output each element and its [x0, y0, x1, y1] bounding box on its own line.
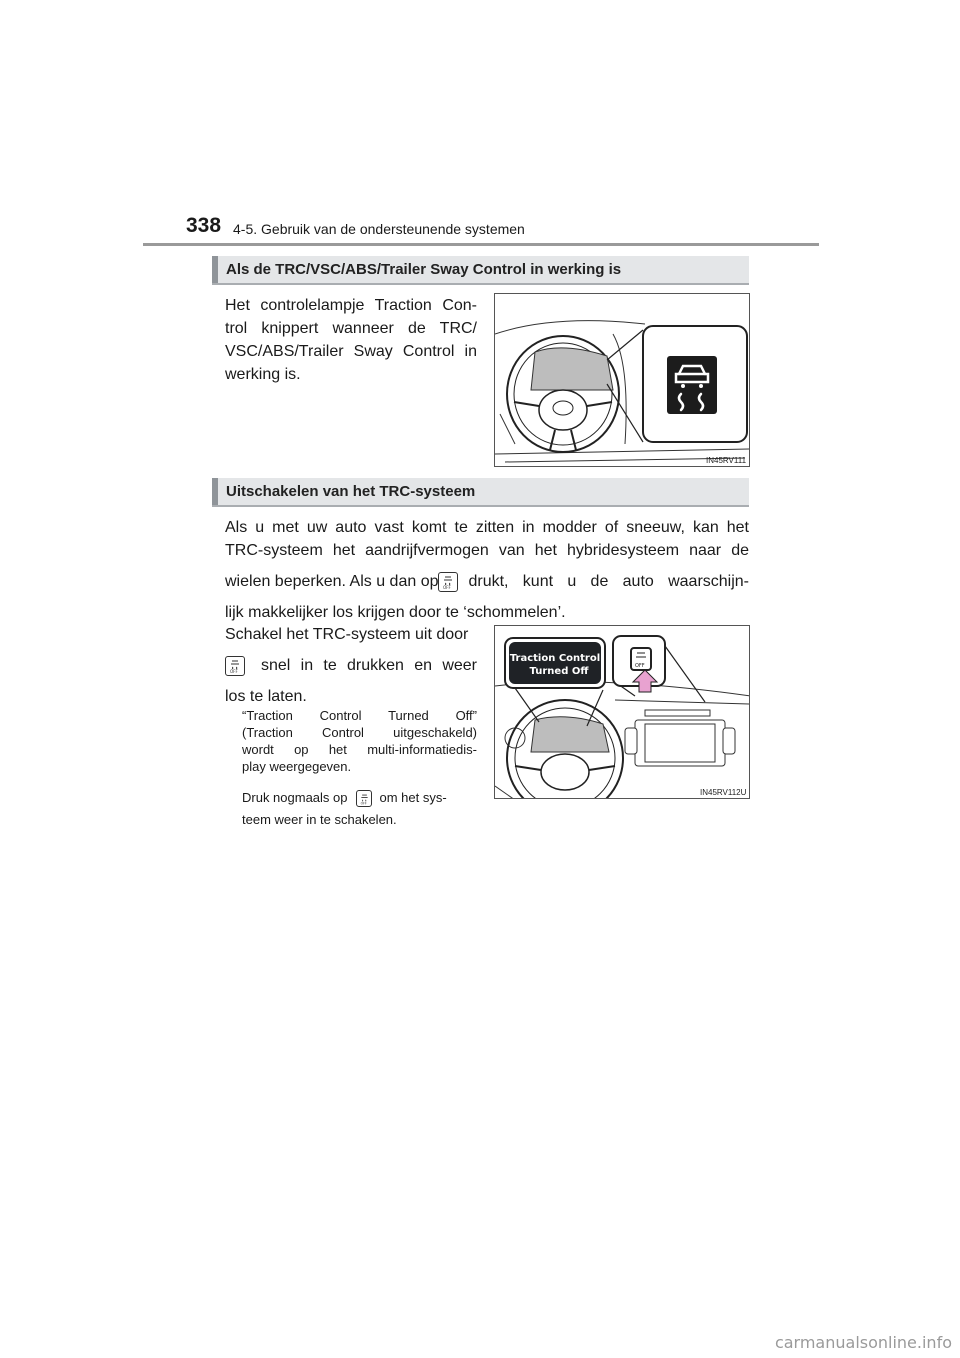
- svg-text:OFF: OFF: [230, 668, 238, 673]
- section1-line: trol knippert wanneer de TRC/: [225, 320, 477, 337]
- section2-line: [225, 570, 749, 593]
- section-heading-bar: [212, 478, 218, 505]
- note-line: “Traction Control Turned Off”: [242, 708, 477, 723]
- note-line: wordt op het multi-informatiedis-: [242, 742, 477, 757]
- svg-text:OFF: OFF: [635, 663, 645, 669]
- note-reenable: [242, 787, 477, 831]
- note-line: teem weer in te schakelen.: [242, 812, 397, 827]
- section-heading-title: Als de TRC/VSC/ABS/Trailer Sway Control in werking is: [226, 261, 622, 278]
- section2-line: Als u met uw auto vast komt te zitten in modder of sneeuw, kan het: [225, 519, 749, 536]
- display-message-line2: Turned Off: [529, 666, 589, 677]
- section2-paragraph-2: [225, 623, 477, 708]
- section-heading-trc-active: [212, 256, 749, 285]
- dashboard-switch-illustration: [495, 626, 750, 799]
- figure-code: IN45RV111: [706, 456, 747, 465]
- section-heading-bar: [212, 256, 218, 283]
- section2-text: drukt, kunt u de auto waarschijn-: [468, 573, 749, 590]
- figure-indicator-light: [494, 293, 750, 467]
- section1-line: VSC/ABS/Trailer Sway Control in: [225, 343, 477, 360]
- section1-line: Het controlelampje Traction Con-: [225, 297, 477, 314]
- section2-text: wielen beperken. Als u dan op: [225, 573, 439, 590]
- figure-code: IN45RV112U: [700, 788, 747, 797]
- svg-text:OFF: OFF: [443, 584, 452, 589]
- note-display-message: [242, 707, 477, 775]
- dashboard-illustration: [495, 294, 750, 467]
- figure-trc-off-switch: [494, 625, 750, 799]
- note-line: play weergegeven.: [242, 759, 352, 774]
- svg-text:OFF: OFF: [360, 801, 367, 805]
- note-text: Druk nogmaals op: [242, 790, 348, 805]
- section2-line: Schakel het TRC-systeem uit door: [225, 626, 469, 643]
- note-line: [242, 787, 477, 809]
- section2-line: [225, 654, 477, 677]
- display-message-line1: Traction Control: [509, 653, 601, 664]
- section1-line: werking is.: [225, 366, 301, 383]
- trc-off-switch-icon: [438, 572, 458, 592]
- section2-line: TRC-systeem het aandrijfvermogen van het hybridesysteem naar de: [225, 542, 749, 559]
- header-rule: [143, 243, 819, 246]
- running-header: 4-5. Gebruik van de ondersteunende systemen: [233, 221, 525, 237]
- section1-paragraph: [225, 294, 477, 386]
- section-heading-trc-off: [212, 478, 749, 507]
- section2-paragraph-1: [225, 516, 749, 624]
- section2-text: snel in te drukken en weer: [261, 657, 477, 674]
- watermark: carmanualsonline.info: [774, 1333, 952, 1352]
- section2-line: los te laten.: [225, 688, 307, 705]
- note-text: om het sys-: [379, 790, 447, 805]
- section-heading-title: Uitschakelen van het TRC-systeem: [226, 483, 476, 500]
- note-line: (Traction Control uitgeschakeld): [242, 725, 477, 740]
- section2-line: lijk makkelijker los krijgen door te ‘schommelen’.: [225, 604, 566, 621]
- page-number: 338: [186, 214, 222, 237]
- trc-off-switch-icon: [225, 656, 245, 676]
- trc-off-switch-icon: [356, 790, 372, 807]
